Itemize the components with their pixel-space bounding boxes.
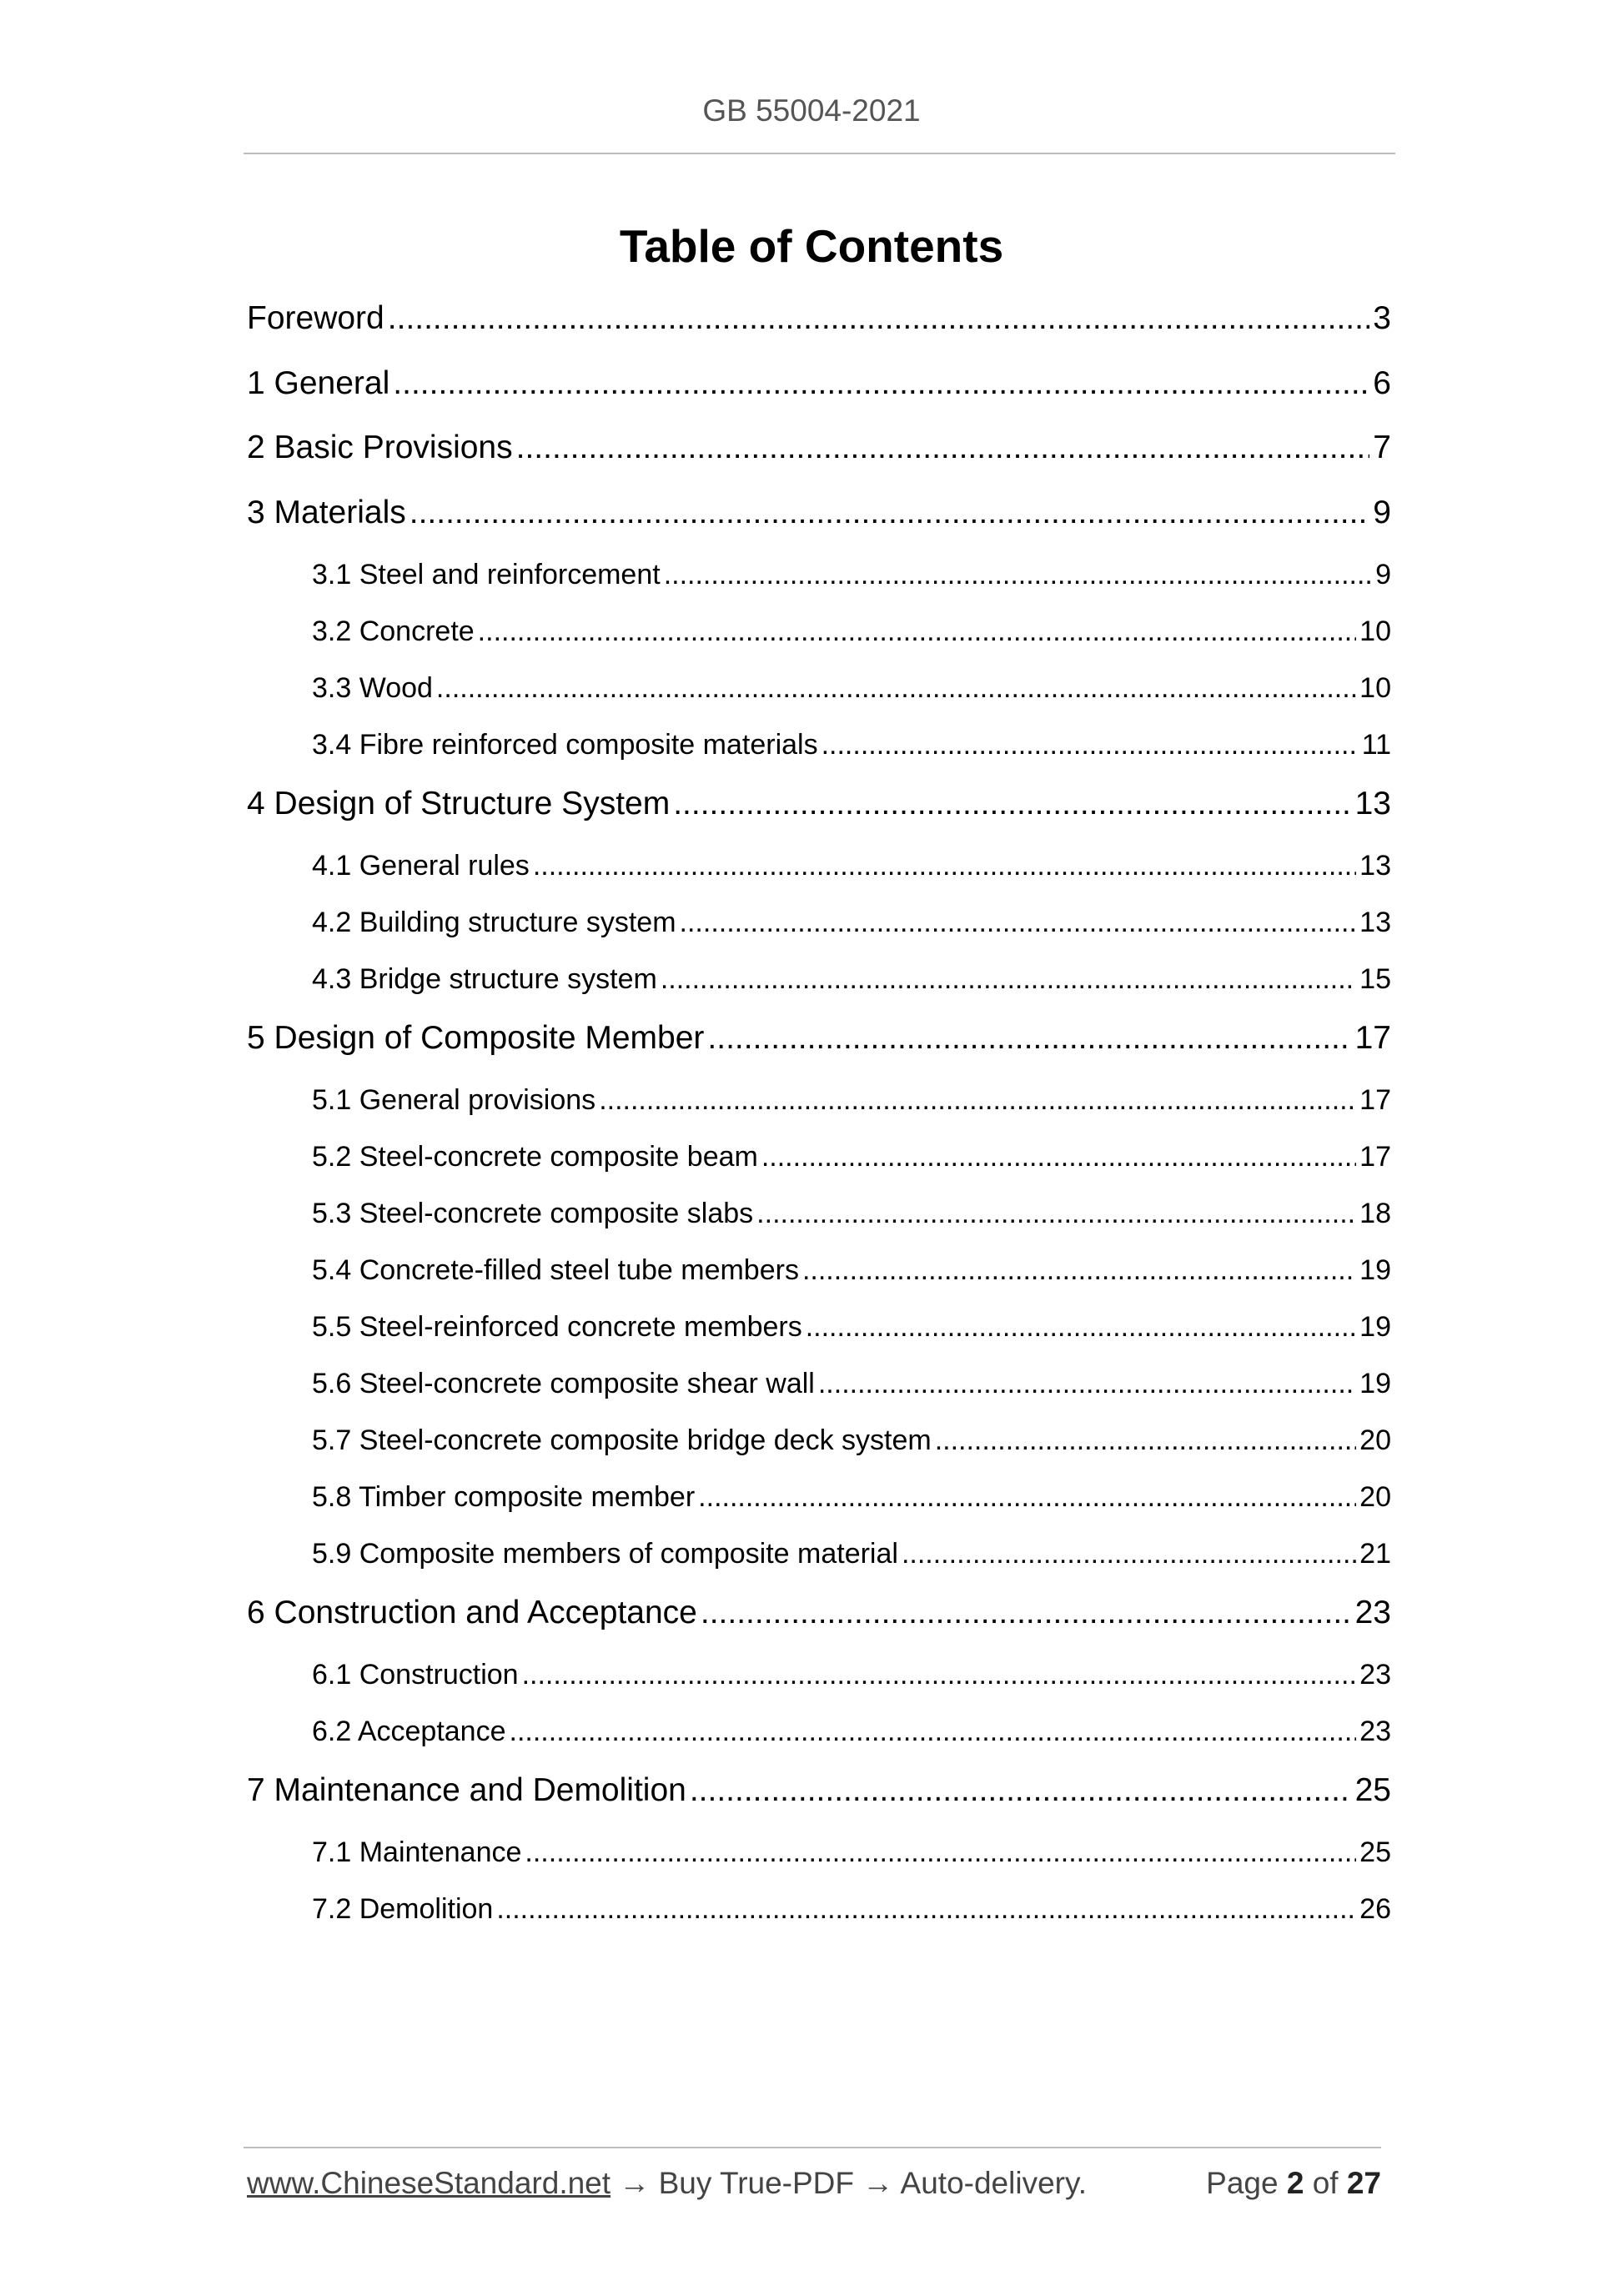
website-link[interactable]: www.ChineseStandard.net [247,2166,611,2200]
toc-section-entry[interactable] [312,850,1391,887]
of-word: of [1312,2166,1339,2200]
toc-dot-leader [690,1772,1352,1809]
toc-entry-page-number: 21 [1359,1538,1391,1570]
toc-dot-leader [673,786,1351,822]
toc-section-entry[interactable] [312,672,1391,709]
toc-entry-page-number: 19 [1359,1368,1391,1399]
toc-entry-page-number: 26 [1359,1893,1391,1925]
toc-dot-leader [516,430,1370,466]
toc-section-entry[interactable] [312,1311,1391,1348]
toc-entry-page-number: 13 [1359,907,1391,938]
toc-entry-label: 5.7 Steel-concrete composite bridge deck system [312,1424,932,1456]
total-page-count: 27 [1346,2166,1381,2200]
toc-section-entry[interactable] [312,1424,1391,1461]
toc-dot-leader [701,1595,1352,1631]
toc-entry-page-number: 9 [1375,559,1391,590]
footer-divider [244,2147,1381,2148]
page-indicator [1206,2166,1381,2201]
toc-section-entry[interactable] [312,1538,1391,1575]
toc-entry-page-number: 18 [1359,1198,1391,1229]
buy-text: Buy True-PDF [658,2166,855,2200]
toc-entry-label: 6.2 Acceptance [312,1716,506,1747]
current-page-number: 2 [1286,2166,1304,2200]
toc-section-entry[interactable] [312,1368,1391,1404]
toc-dot-leader [436,672,1356,705]
toc-dot-leader [522,1659,1357,1691]
toc-section-entry[interactable] [312,1659,1391,1696]
toc-entry-page-number: 17 [1359,1084,1391,1116]
toc-chapter-entry[interactable] [247,430,1391,471]
toc-entry-label: 5.2 Steel-concrete composite beam [312,1141,758,1173]
toc-chapter-entry[interactable] [247,1772,1391,1814]
toc-dot-leader [818,1368,1356,1400]
toc-entry-label: 3.3 Wood [312,672,433,704]
footer-promo [247,2166,1087,2201]
toc-entry-page-number: 7 [1373,430,1391,465]
toc-entry-page-number: 9 [1373,495,1391,530]
toc-section-entry[interactable] [312,1893,1391,1930]
toc-entry-label: 5.5 Steel-reinforced concrete members [312,1311,802,1343]
toc-entry-label: 5.8 Timber composite member [312,1481,696,1513]
delivery-text: Auto-delivery. [900,2166,1088,2200]
toc-entry-page-number: 23 [1359,1716,1391,1747]
toc-entry-label: 2 Basic Provisions [247,430,513,465]
toc-dot-leader [496,1893,1356,1926]
toc-entry-page-number: 25 [1359,1836,1391,1868]
toc-chapter-entry[interactable] [247,786,1391,827]
toc-entry-page-number: 19 [1359,1311,1391,1343]
toc-section-entry[interactable] [312,1481,1391,1518]
toc-entry-label: 7 Maintenance and Demolition [247,1772,686,1808]
toc-entry-page-number: 10 [1359,615,1391,647]
toc-dot-leader [599,1084,1356,1117]
toc-section-entry[interactable] [312,1836,1391,1873]
toc-entry-label: 5 Design of Composite Member [247,1020,705,1056]
toc-entry-label: 4.2 Building structure system [312,907,676,938]
toc-dot-leader [393,365,1369,402]
toc-dot-leader [410,495,1370,531]
toc-entry-label: 5.6 Steel-concrete composite shear wall [312,1368,815,1399]
toc-dot-leader [525,1836,1356,1869]
toc-entry-label: 3.4 Fibre reinforced composite materials [312,729,818,761]
toc-entry-page-number: 17 [1359,1141,1391,1173]
toc-entry-label: 4.3 Bridge structure system [312,963,657,995]
toc-entry-label: 4.1 General rules [312,850,530,882]
toc-entry-page-number: 11 [1361,729,1391,761]
toc-section-entry[interactable] [312,963,1391,1000]
toc-chapter-entry[interactable] [247,495,1391,536]
toc-dot-leader [664,559,1372,591]
toc-entry-page-number: 6 [1373,365,1391,401]
toc-entry-page-number: 20 [1359,1481,1391,1513]
toc-chapter-entry[interactable] [247,1020,1391,1062]
toc-dot-leader [707,1020,1351,1057]
toc-dot-leader [822,729,1359,761]
toc-dot-leader [902,1538,1356,1570]
toc-entry-page-number: 13 [1354,786,1391,821]
toc-entry-label: 6 Construction and Acceptance [247,1595,697,1630]
toc-entry-page-number: 17 [1354,1020,1391,1056]
toc-dot-leader [661,963,1356,996]
toc-entry-label: Foreword [247,300,384,336]
toc-dot-leader [806,1311,1356,1344]
page-title: Table of Contents [619,220,1004,272]
toc-dot-leader [761,1141,1356,1173]
arrow-icon: → [619,2166,651,2200]
toc-chapter-entry[interactable] [247,1595,1391,1636]
toc-entry-page-number: 15 [1359,963,1391,995]
toc-dot-leader [388,300,1370,337]
toc-entry-label: 3.1 Steel and reinforcement [312,559,661,590]
toc-entry-page-number: 23 [1359,1659,1391,1691]
toc-entry-page-number: 25 [1354,1772,1391,1808]
toc-entry-label: 3.2 Concrete [312,615,475,647]
toc-entry-label: 5.1 General provisions [312,1084,596,1116]
toc-entry-label: 1 General [247,365,390,401]
toc-dot-leader [698,1481,1356,1514]
toc-entry-label: 7.2 Demolition [312,1893,494,1925]
toc-entry-page-number: 23 [1354,1595,1391,1630]
toc-entry-label: 7.1 Maintenance [312,1836,522,1868]
arrow-icon: → [862,2166,894,2200]
toc-dot-leader [478,615,1357,648]
toc-section-entry[interactable] [312,1141,1391,1178]
toc-section-entry[interactable] [312,559,1391,595]
toc-section-entry[interactable] [312,1254,1391,1291]
toc-chapter-entry[interactable] [247,300,1391,342]
toc-dot-leader [510,1716,1357,1748]
page-word: Page [1206,2166,1279,2200]
toc-section-entry[interactable] [312,1084,1391,1121]
document-header-id: GB 55004-2021 [702,93,921,128]
toc-section-entry[interactable] [312,615,1391,652]
toc-entry-page-number: 10 [1359,672,1391,704]
toc-entry-label: 5.9 Composite members of composite material [312,1538,898,1570]
toc-dot-leader [802,1254,1356,1287]
toc-entry-page-number: 3 [1373,300,1391,336]
toc-entry-page-number: 20 [1359,1424,1391,1456]
toc-dot-leader [533,850,1356,882]
toc-section-entry[interactable] [312,907,1391,943]
toc-section-entry[interactable] [312,729,1391,766]
toc-dot-leader [680,907,1357,939]
toc-dot-leader [756,1198,1356,1230]
toc-entry-label: 6.1 Construction [312,1659,519,1691]
toc-entry-label: 5.3 Steel-concrete composite slabs [312,1198,754,1229]
toc-section-entry[interactable] [312,1716,1391,1752]
toc-dot-leader [935,1424,1356,1457]
toc-entry-label: 5.4 Concrete-filled steel tube members [312,1254,799,1286]
toc-chapter-entry[interactable] [247,365,1391,407]
toc-entry-page-number: 19 [1359,1254,1391,1286]
toc-entry-label: 3 Materials [247,495,406,530]
toc-section-entry[interactable] [312,1198,1391,1234]
toc-entry-page-number: 13 [1359,850,1391,882]
toc-entry-label: 4 Design of Structure System [247,786,671,821]
